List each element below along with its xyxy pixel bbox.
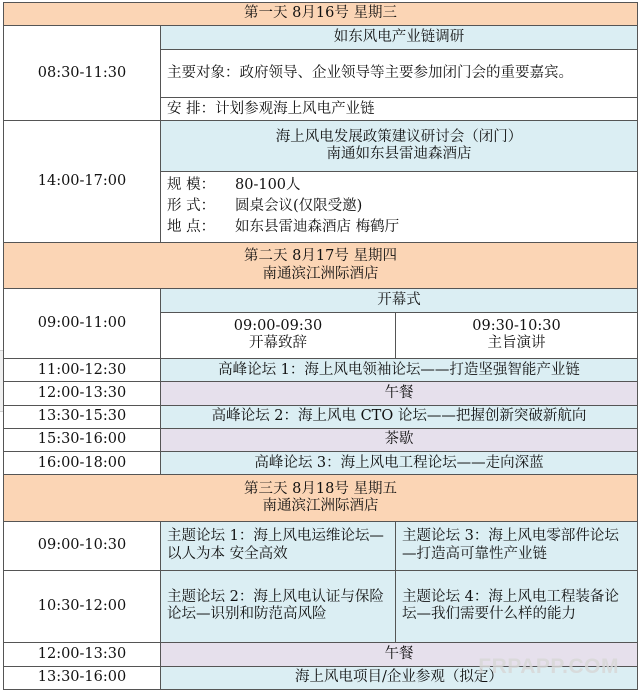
agenda-row: [4, 428, 638, 451]
day1-session1-title: 如东风电产业链调研: [161, 26, 638, 49]
day2-venue: 南通滨江洲际酒店: [262, 265, 379, 282]
day1-session2-title-cell: [161, 121, 638, 172]
detail-value: 如东县雷迪森酒店 梅鹤厅: [235, 219, 400, 236]
agenda-time: 12:00-13:30: [4, 382, 161, 405]
day2-opening-right: [396, 312, 638, 359]
day2-opening-title-row: [4, 289, 638, 312]
day1-header: 第一天 8月16号 星期三: [4, 3, 638, 26]
agenda-row: [4, 405, 638, 428]
opening-part-label: 主旨演讲: [487, 335, 546, 352]
agenda-row: [4, 382, 638, 405]
day1-session1-plan: 安 排：计划参观海上风电产业链: [161, 98, 638, 121]
day3-lunch-time: 12:00-13:30: [4, 643, 161, 666]
day1-header-row: [4, 3, 638, 26]
agenda-row: [4, 359, 638, 382]
agenda-time: 11:00-12:30: [4, 359, 161, 382]
detail-row: [167, 196, 631, 217]
detail-value: 80-100人: [235, 177, 301, 194]
day2-header: 第二天 8月17号 星期四: [244, 248, 397, 265]
agenda-row: [4, 452, 638, 475]
day3-visit: 海上风电项目/企业参观（拟定）: [161, 666, 638, 689]
day1-session2-time: 14:00-17:00: [4, 121, 161, 242]
day3-visit-time: 13:30-16:00: [4, 666, 161, 689]
day3-session2-row: [4, 570, 638, 643]
day3-venue: 南通滨江洲际酒店: [262, 498, 379, 515]
day3-header-cell: [4, 475, 638, 522]
agenda-time: 16:00-18:00: [4, 452, 161, 475]
day2-opening-left: [161, 312, 396, 359]
day3-header-row: [4, 475, 638, 522]
opening-part-time: 09:00-09:30: [233, 317, 323, 334]
day1-session2-details: [161, 171, 638, 242]
day3-session2-time: 10:30-12:00: [4, 570, 161, 643]
day3-session1-time: 09:00-10:30: [4, 521, 161, 570]
day2-header-cell: [4, 242, 638, 289]
day3-header: 第三天 8月18号 星期五: [244, 480, 397, 497]
detail-row: [167, 217, 631, 238]
day2-header-row: [4, 242, 638, 289]
day1-session1-time: 08:30-11:30: [4, 26, 161, 121]
day1-session2-venue: 南通如东县雷迪森酒店: [326, 146, 472, 163]
day1-session1-audience: 主要对象：政府领导、企业领导等主要参加闭门会的重要嘉宾。: [161, 49, 638, 98]
agenda-item-tea-break: 茶歇: [161, 428, 638, 451]
theme-forum-4: 主题论坛 4：海上风电工程装备论坛—我们需要什么样的能力: [396, 570, 638, 643]
agenda-item: 高峰论坛 3：海上风电工程论坛——走向深蓝: [161, 452, 638, 475]
agenda-time: 15:30-16:00: [4, 428, 161, 451]
theme-forum-3: 主题论坛 3：海上风电零部件论坛—打造高可靠性产业链: [396, 521, 638, 570]
agenda-time: 13:30-15:30: [4, 405, 161, 428]
opening-part-label: 开幕致辞: [249, 335, 307, 352]
opening-part-time: 09:30-10:30: [472, 317, 561, 334]
day3-session1-row: [4, 521, 638, 570]
detail-value: 圆桌会议(仅限受邀): [235, 198, 363, 215]
site-watermark: FRPAPP.COM: [478, 655, 619, 678]
detail-key: 地 点：: [167, 219, 216, 236]
detail-key: 规 模：: [167, 177, 216, 194]
agenda-item: 高峰论坛 1：海上风电领袖论坛——打造坚强智能产业链: [161, 359, 638, 382]
agenda-item-lunch: 午餐: [161, 382, 638, 405]
day1-session1-title-row: [4, 26, 638, 49]
detail-row: [167, 175, 631, 196]
theme-forum-1: 主题论坛 1：海上风电运维论坛—以人为本 安全高效: [161, 521, 396, 570]
day1-session2-title-row: [4, 121, 638, 172]
day1-session2-title: 海上风电发展政策建议研讨会（闭门）: [275, 128, 523, 145]
day2-opening-title: 开幕式: [161, 289, 638, 312]
agenda-item: 高峰论坛 2：海上风电 CTO 论坛——把握创新突破新航向: [161, 405, 638, 428]
agenda-table: [3, 2, 638, 690]
detail-key: 形 式：: [167, 198, 216, 215]
day2-opening-time: 09:00-11:00: [4, 289, 161, 359]
day3-lunch: 午餐: [161, 643, 638, 666]
theme-forum-2: 主题论坛 2：海上风电认证与保险论坛—识别和防范高风险: [161, 570, 396, 643]
